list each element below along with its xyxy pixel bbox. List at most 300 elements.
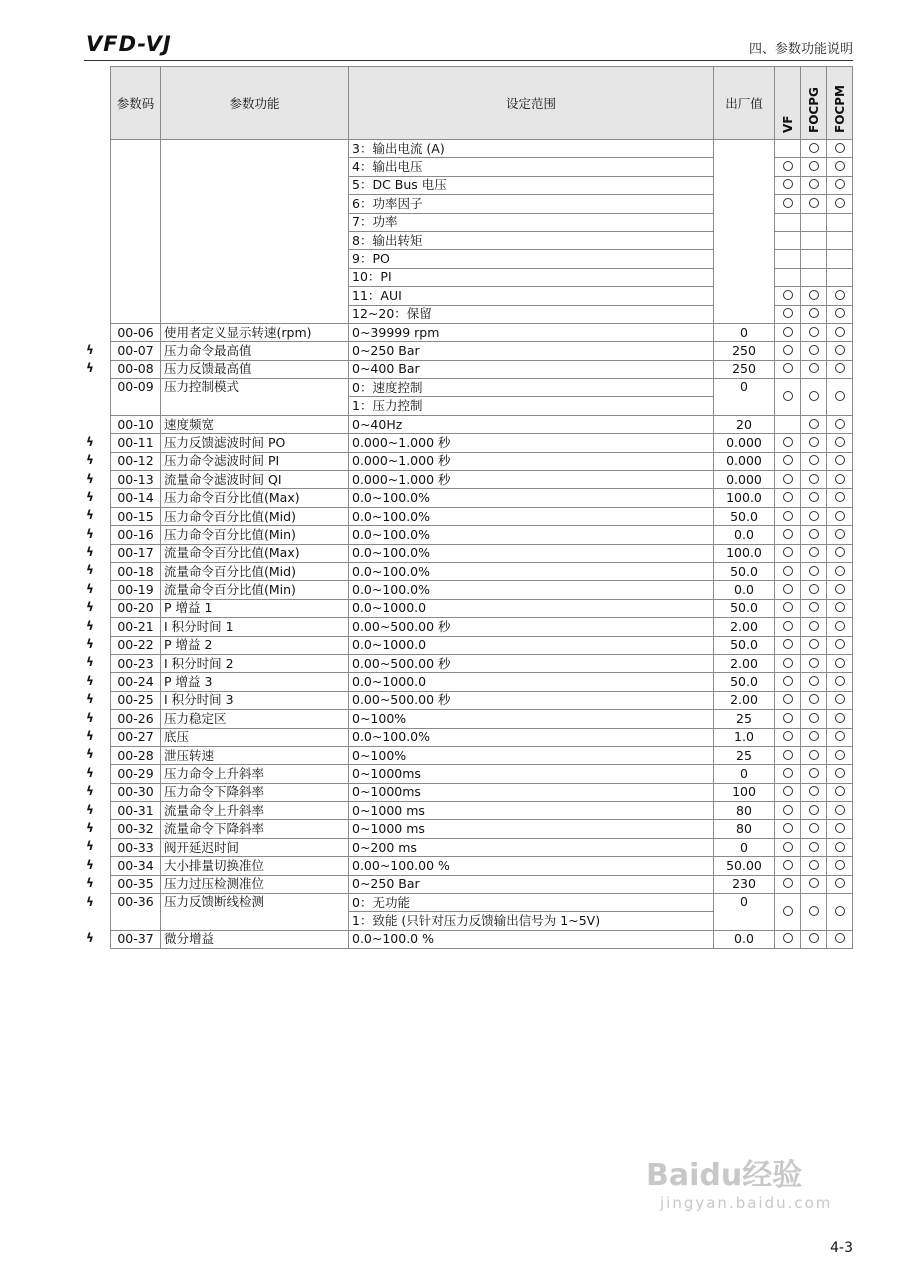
circle-mark-icon bbox=[783, 179, 793, 189]
circle-mark-icon bbox=[809, 731, 819, 741]
mark-cell bbox=[801, 820, 827, 838]
circle-mark-icon bbox=[783, 290, 793, 300]
circle-mark-icon bbox=[809, 658, 819, 668]
circle-mark-icon bbox=[783, 455, 793, 465]
mark-cell bbox=[775, 691, 801, 709]
param-code: 00-15 bbox=[111, 507, 161, 525]
mark-cell bbox=[775, 489, 801, 507]
lightning-bolt-icon: ϟ bbox=[86, 618, 94, 633]
param-range: 0.0~1000.0 bbox=[349, 599, 714, 617]
param-range: 0：无功能 bbox=[349, 894, 714, 912]
param-default: 0 bbox=[714, 379, 775, 416]
mark-cell bbox=[775, 875, 801, 893]
table-body bbox=[111, 140, 853, 949]
circle-mark-icon bbox=[783, 906, 793, 916]
circle-mark-icon bbox=[783, 437, 793, 447]
mark-cell bbox=[827, 636, 853, 654]
param-name: 压力反馈滤波时间 PO bbox=[161, 434, 349, 452]
circle-mark-icon bbox=[835, 391, 845, 401]
mark-cell bbox=[775, 581, 801, 599]
circle-mark-icon bbox=[783, 750, 793, 760]
table-row bbox=[111, 342, 853, 360]
mark-cell bbox=[827, 765, 853, 783]
circle-mark-icon bbox=[783, 805, 793, 815]
param-code: 00-21 bbox=[111, 618, 161, 636]
circle-mark-icon bbox=[835, 308, 845, 318]
range-option: 10：PI bbox=[349, 268, 714, 286]
table-row bbox=[111, 691, 853, 709]
param-range-line2: 1：致能 (只针对压力反馈输出信号为 1~5V) bbox=[349, 912, 714, 930]
mark-cell bbox=[801, 360, 827, 378]
param-code: 00-18 bbox=[111, 562, 161, 580]
circle-mark-icon bbox=[809, 878, 819, 888]
mark-cell bbox=[801, 581, 827, 599]
mark-cell bbox=[827, 544, 853, 562]
circle-mark-icon bbox=[809, 786, 819, 796]
mark-cell bbox=[801, 562, 827, 580]
mark-cell bbox=[775, 305, 801, 323]
circle-mark-icon bbox=[809, 842, 819, 852]
table-row bbox=[111, 673, 853, 691]
mark-cell bbox=[801, 379, 827, 416]
lightning-bolt-icon: ϟ bbox=[86, 361, 94, 376]
mark-cell bbox=[801, 691, 827, 709]
table-row bbox=[111, 434, 853, 452]
param-default: 50.0 bbox=[714, 599, 775, 617]
lightning-bolt-icon: ϟ bbox=[86, 784, 94, 799]
table-row bbox=[111, 471, 853, 489]
mark-cell bbox=[775, 930, 801, 948]
mark-cell bbox=[827, 746, 853, 764]
mark-cell bbox=[775, 140, 801, 158]
param-range: 0~250 Bar bbox=[349, 875, 714, 893]
param-default: 25 bbox=[714, 746, 775, 764]
lightning-bolt-icon: ϟ bbox=[86, 600, 94, 615]
param-range: 0.0~100.0% bbox=[349, 728, 714, 746]
circle-mark-icon bbox=[783, 842, 793, 852]
lightning-bolt-icon: ϟ bbox=[86, 839, 94, 854]
range-option: 5：DC Bus 电压 bbox=[349, 176, 714, 194]
circle-mark-icon bbox=[809, 750, 819, 760]
mark-cell bbox=[801, 471, 827, 489]
circle-mark-icon bbox=[809, 327, 819, 337]
param-default: 100 bbox=[714, 783, 775, 801]
lightning-bolt-icon: ϟ bbox=[86, 434, 94, 449]
table-row bbox=[111, 654, 853, 672]
circle-mark-icon bbox=[835, 511, 845, 521]
circle-mark-icon bbox=[835, 621, 845, 631]
param-default: 50.0 bbox=[714, 507, 775, 525]
mark-cell bbox=[827, 415, 853, 433]
circle-mark-icon bbox=[835, 566, 845, 576]
mark-cell bbox=[775, 268, 801, 286]
mark-cell bbox=[775, 507, 801, 525]
table-header-row bbox=[111, 67, 853, 140]
param-range: 0.000~1.000 秒 bbox=[349, 452, 714, 470]
param-default: 0.000 bbox=[714, 471, 775, 489]
circle-mark-icon bbox=[835, 345, 845, 355]
circle-mark-icon bbox=[835, 878, 845, 888]
mark-cell bbox=[827, 452, 853, 470]
lightning-bolt-icon: ϟ bbox=[86, 471, 94, 486]
param-code: 00-14 bbox=[111, 489, 161, 507]
mark-cell bbox=[775, 654, 801, 672]
param-code: 00-24 bbox=[111, 673, 161, 691]
mark-cell bbox=[827, 894, 853, 931]
table-row bbox=[111, 820, 853, 838]
mark-cell bbox=[827, 507, 853, 525]
circle-mark-icon bbox=[783, 566, 793, 576]
param-code: 00-32 bbox=[111, 820, 161, 838]
mark-cell bbox=[775, 802, 801, 820]
param-name: 流量命令下降斜率 bbox=[161, 820, 349, 838]
param-code: 00-22 bbox=[111, 636, 161, 654]
mark-cell bbox=[801, 526, 827, 544]
mark-cell bbox=[801, 710, 827, 728]
mark-cell bbox=[827, 581, 853, 599]
mark-cell bbox=[801, 452, 827, 470]
circle-mark-icon bbox=[835, 492, 845, 502]
circle-mark-icon bbox=[783, 878, 793, 888]
mark-cell bbox=[827, 158, 853, 176]
param-name: 大小排量切换准位 bbox=[161, 857, 349, 875]
param-default: 2.00 bbox=[714, 691, 775, 709]
param-code: 00-35 bbox=[111, 875, 161, 893]
lightning-bolt-icon: ϟ bbox=[86, 342, 94, 357]
mark-cell bbox=[801, 195, 827, 213]
mark-cell bbox=[827, 287, 853, 305]
table-row bbox=[111, 323, 853, 341]
circle-mark-icon bbox=[835, 842, 845, 852]
param-code: 00-29 bbox=[111, 765, 161, 783]
mark-cell bbox=[775, 176, 801, 194]
param-default: 50.00 bbox=[714, 857, 775, 875]
lightning-bolt-icon: ϟ bbox=[86, 729, 94, 743]
param-name: 使用者定义显示转速(rpm) bbox=[161, 323, 349, 341]
circle-mark-icon bbox=[835, 639, 845, 649]
param-default: 50.0 bbox=[714, 636, 775, 654]
circle-mark-icon bbox=[783, 308, 793, 318]
mark-cell bbox=[775, 526, 801, 544]
circle-mark-icon bbox=[809, 179, 819, 189]
param-code: 00-33 bbox=[111, 838, 161, 856]
range-option: 8：输出转矩 bbox=[349, 231, 714, 249]
param-code: 00-08 bbox=[111, 360, 161, 378]
table-row bbox=[111, 599, 853, 617]
lightning-bolt-icon: ϟ bbox=[86, 857, 94, 872]
param-default: 2.00 bbox=[714, 618, 775, 636]
circle-mark-icon bbox=[835, 529, 845, 539]
circle-mark-icon bbox=[809, 906, 819, 916]
circle-mark-icon bbox=[783, 602, 793, 612]
param-range: 0~100% bbox=[349, 710, 714, 728]
param-default: 50.0 bbox=[714, 562, 775, 580]
table-row bbox=[111, 452, 853, 470]
mark-cell bbox=[827, 838, 853, 856]
mark-cell bbox=[827, 379, 853, 416]
mark-cell bbox=[775, 728, 801, 746]
param-name: 压力命令下降斜率 bbox=[161, 783, 349, 801]
name-cell-continued bbox=[161, 140, 349, 324]
param-range: 0~200 ms bbox=[349, 838, 714, 856]
param-range: 0~250 Bar bbox=[349, 342, 714, 360]
mark-cell bbox=[775, 195, 801, 213]
circle-mark-icon bbox=[809, 474, 819, 484]
param-range: 0~40Hz bbox=[349, 415, 714, 433]
circle-mark-icon bbox=[783, 933, 793, 943]
mark-cell bbox=[775, 231, 801, 249]
param-default: 0.0 bbox=[714, 930, 775, 948]
mark-cell bbox=[827, 360, 853, 378]
param-code: 00-09 bbox=[111, 379, 161, 416]
circle-mark-icon bbox=[809, 676, 819, 686]
mark-cell bbox=[801, 213, 827, 231]
mark-cell bbox=[827, 323, 853, 341]
range-option: 4：输出电压 bbox=[349, 158, 714, 176]
param-name: 压力稳定区 bbox=[161, 710, 349, 728]
param-name: I 积分时间 3 bbox=[161, 691, 349, 709]
param-range-line2: 1：压力控制 bbox=[349, 397, 714, 415]
param-range: 0.0~100.0% bbox=[349, 562, 714, 580]
circle-mark-icon bbox=[835, 363, 845, 373]
mark-cell bbox=[827, 342, 853, 360]
mark-cell bbox=[801, 287, 827, 305]
lightning-bolt-icon: ϟ bbox=[86, 692, 94, 707]
param-default: 100.0 bbox=[714, 544, 775, 562]
mark-cell bbox=[801, 618, 827, 636]
circle-mark-icon bbox=[835, 437, 845, 447]
lightning-bolt-icon: ϟ bbox=[86, 581, 94, 596]
param-code: 00-07 bbox=[111, 342, 161, 360]
mark-cell bbox=[827, 710, 853, 728]
circle-mark-icon bbox=[835, 750, 845, 760]
param-default: 250 bbox=[714, 360, 775, 378]
circle-mark-icon bbox=[783, 492, 793, 502]
param-name: I 积分时间 2 bbox=[161, 654, 349, 672]
param-range: 0~1000 ms bbox=[349, 802, 714, 820]
table-row bbox=[111, 783, 853, 801]
param-name: 底压 bbox=[161, 728, 349, 746]
param-name: 流量命令百分比值(Mid) bbox=[161, 562, 349, 580]
watermark-url: jingyan.baidu.com bbox=[660, 1194, 833, 1212]
mark-cell bbox=[801, 599, 827, 617]
param-range: 0~1000ms bbox=[349, 783, 714, 801]
header-focpm: FOCPM bbox=[827, 67, 853, 140]
circle-mark-icon bbox=[835, 860, 845, 870]
param-range: 0~100% bbox=[349, 746, 714, 764]
circle-mark-icon bbox=[783, 823, 793, 833]
circle-mark-icon bbox=[809, 492, 819, 502]
table-row bbox=[111, 894, 853, 912]
param-name: 流量命令上升斜率 bbox=[161, 802, 349, 820]
mark-cell bbox=[775, 673, 801, 691]
circle-mark-icon bbox=[835, 823, 845, 833]
lightning-bolt-icon: ϟ bbox=[86, 820, 94, 835]
table-row bbox=[111, 562, 853, 580]
param-code: 00-17 bbox=[111, 544, 161, 562]
brand-logo: VFD-VJ bbox=[86, 32, 172, 56]
circle-mark-icon bbox=[835, 290, 845, 300]
mark-cell bbox=[801, 415, 827, 433]
mark-cell bbox=[775, 618, 801, 636]
param-name: 压力反馈断线检测 bbox=[161, 894, 349, 931]
circle-mark-icon bbox=[809, 566, 819, 576]
circle-mark-icon bbox=[783, 529, 793, 539]
param-default: 0 bbox=[714, 838, 775, 856]
param-range: 0.000~1.000 秒 bbox=[349, 434, 714, 452]
table-row bbox=[111, 728, 853, 746]
circle-mark-icon bbox=[809, 602, 819, 612]
header-default: 出厂值 bbox=[714, 67, 775, 140]
mark-cell bbox=[775, 820, 801, 838]
mark-cell bbox=[827, 213, 853, 231]
mark-cell bbox=[801, 802, 827, 820]
table-row bbox=[111, 636, 853, 654]
mark-cell bbox=[775, 765, 801, 783]
code-cell-continued bbox=[111, 140, 161, 324]
mark-cell bbox=[827, 783, 853, 801]
circle-mark-icon bbox=[809, 198, 819, 208]
mark-cell bbox=[775, 599, 801, 617]
param-name: 流量命令百分比值(Max) bbox=[161, 544, 349, 562]
table-row bbox=[111, 581, 853, 599]
circle-mark-icon bbox=[835, 694, 845, 704]
param-range: 0.000~1.000 秒 bbox=[349, 471, 714, 489]
header-focpg: FOCPG bbox=[801, 67, 827, 140]
circle-mark-icon bbox=[809, 308, 819, 318]
circle-mark-icon bbox=[809, 455, 819, 465]
circle-mark-icon bbox=[835, 731, 845, 741]
lightning-bolt-icon: ϟ bbox=[86, 673, 94, 688]
circle-mark-icon bbox=[783, 547, 793, 557]
mark-cell bbox=[775, 360, 801, 378]
mark-cell bbox=[827, 618, 853, 636]
table-row bbox=[111, 544, 853, 562]
mark-cell bbox=[775, 434, 801, 452]
circle-mark-icon bbox=[835, 602, 845, 612]
circle-mark-icon bbox=[783, 786, 793, 796]
table-row bbox=[111, 360, 853, 378]
table-row bbox=[111, 875, 853, 893]
mark-cell bbox=[775, 544, 801, 562]
circle-mark-icon bbox=[809, 363, 819, 373]
circle-mark-icon bbox=[783, 345, 793, 355]
circle-mark-icon bbox=[783, 327, 793, 337]
range-option: 9：PO bbox=[349, 250, 714, 268]
lightning-bolt-icon: ϟ bbox=[86, 526, 94, 541]
param-code: 00-11 bbox=[111, 434, 161, 452]
lightning-bolt-icon: ϟ bbox=[86, 802, 94, 817]
param-default: 50.0 bbox=[714, 673, 775, 691]
param-default: 230 bbox=[714, 875, 775, 893]
mark-cell bbox=[775, 379, 801, 416]
circle-mark-icon bbox=[809, 547, 819, 557]
param-name: 压力命令滤波时间 PI bbox=[161, 452, 349, 470]
circle-mark-icon bbox=[809, 437, 819, 447]
param-default: 80 bbox=[714, 802, 775, 820]
param-range: 0.0~100.0 % bbox=[349, 930, 714, 948]
mark-cell bbox=[801, 783, 827, 801]
lightning-bolt-icon: ϟ bbox=[86, 894, 94, 909]
mark-cell bbox=[827, 176, 853, 194]
mark-cell bbox=[827, 562, 853, 580]
table-row bbox=[111, 526, 853, 544]
circle-mark-icon bbox=[835, 805, 845, 815]
table-row bbox=[111, 710, 853, 728]
mark-cell bbox=[827, 231, 853, 249]
param-default: 0.000 bbox=[714, 434, 775, 452]
range-option: 12~20：保留 bbox=[349, 305, 714, 323]
circle-mark-icon bbox=[835, 161, 845, 171]
param-default: 80 bbox=[714, 820, 775, 838]
param-name: 压力命令百分比值(Max) bbox=[161, 489, 349, 507]
param-range: 0~400 Bar bbox=[349, 360, 714, 378]
mark-cell bbox=[827, 305, 853, 323]
mark-cell bbox=[775, 471, 801, 489]
mark-cell bbox=[827, 489, 853, 507]
param-range: 0.0~1000.0 bbox=[349, 673, 714, 691]
param-code: 00-34 bbox=[111, 857, 161, 875]
circle-mark-icon bbox=[835, 547, 845, 557]
mark-cell bbox=[827, 802, 853, 820]
circle-mark-icon bbox=[809, 143, 819, 153]
param-code: 00-25 bbox=[111, 691, 161, 709]
header-function: 参数功能 bbox=[161, 67, 349, 140]
param-default: 250 bbox=[714, 342, 775, 360]
table-row bbox=[111, 507, 853, 525]
param-name: 压力命令百分比值(Mid) bbox=[161, 507, 349, 525]
circle-mark-icon bbox=[809, 694, 819, 704]
circle-mark-icon bbox=[809, 529, 819, 539]
mark-cell bbox=[775, 746, 801, 764]
param-name: P 增益 3 bbox=[161, 673, 349, 691]
table-row bbox=[111, 415, 853, 433]
circle-mark-icon bbox=[809, 290, 819, 300]
mark-cell bbox=[801, 434, 827, 452]
lightning-bolt-icon: ϟ bbox=[86, 489, 94, 504]
circle-mark-icon bbox=[809, 345, 819, 355]
circle-mark-icon bbox=[783, 731, 793, 741]
lightning-bolt-icon: ϟ bbox=[86, 563, 94, 578]
param-code: 00-10 bbox=[111, 415, 161, 433]
mark-cell bbox=[801, 231, 827, 249]
param-range: 0~1000ms bbox=[349, 765, 714, 783]
mark-cell bbox=[801, 158, 827, 176]
param-name: I 积分时间 1 bbox=[161, 618, 349, 636]
mark-cell bbox=[827, 250, 853, 268]
circle-mark-icon bbox=[809, 823, 819, 833]
param-code: 00-27 bbox=[111, 728, 161, 746]
header-vf: VF bbox=[775, 67, 801, 140]
param-range: 0.00~100.00 % bbox=[349, 857, 714, 875]
circle-mark-icon bbox=[809, 860, 819, 870]
mark-cell bbox=[801, 765, 827, 783]
mark-cell bbox=[801, 838, 827, 856]
mark-cell bbox=[775, 857, 801, 875]
mark-cell bbox=[827, 728, 853, 746]
param-default: 1.0 bbox=[714, 728, 775, 746]
table-row bbox=[111, 857, 853, 875]
circle-mark-icon bbox=[809, 713, 819, 723]
param-code: 00-26 bbox=[111, 710, 161, 728]
table-row bbox=[111, 379, 853, 397]
circle-mark-icon bbox=[809, 419, 819, 429]
param-name: 流量命令百分比值(Min) bbox=[161, 581, 349, 599]
mark-cell bbox=[775, 783, 801, 801]
param-name: 压力命令最高值 bbox=[161, 342, 349, 360]
circle-mark-icon bbox=[835, 474, 845, 484]
circle-mark-icon bbox=[809, 584, 819, 594]
